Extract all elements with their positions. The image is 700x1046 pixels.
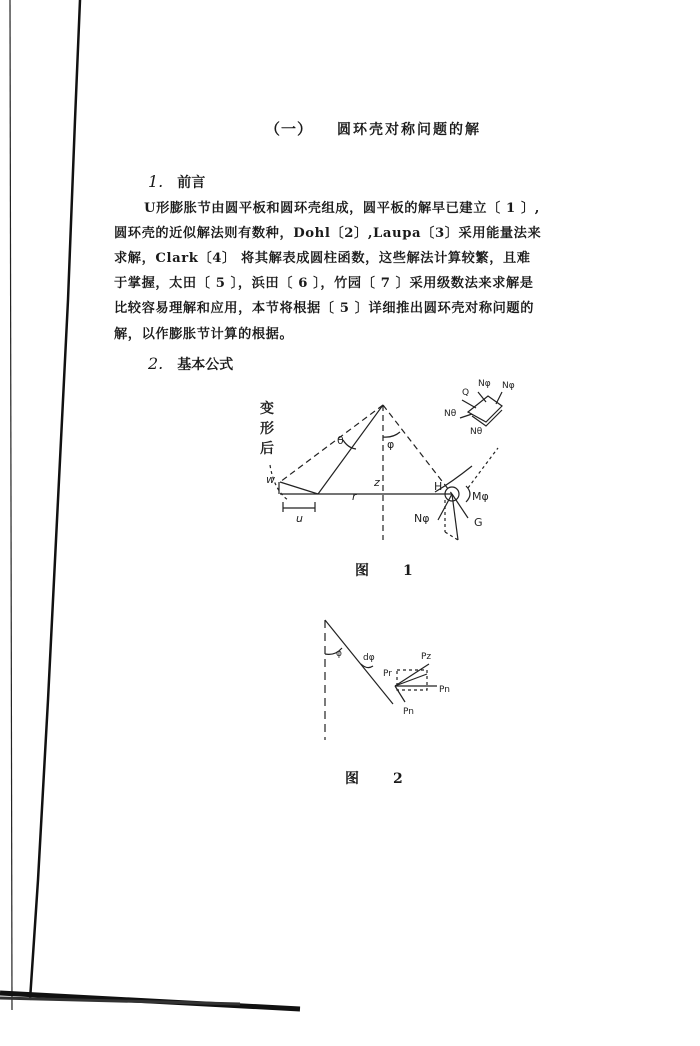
label-phi: φ bbox=[336, 649, 342, 659]
paragraph-line: 圆环壳的近似解法则有数种，Dohl〔2〕,Laupa〔3〕采用能量法来 bbox=[114, 226, 542, 241]
figure-1-caption-number: 1 bbox=[403, 563, 413, 579]
moment-arrow bbox=[466, 486, 470, 502]
label-Pn-right: Pn bbox=[439, 685, 450, 695]
section-title-text: 圆环壳对称问题的解 bbox=[337, 122, 482, 138]
label-deformed-3: 后 bbox=[260, 441, 274, 457]
deformed-meridian bbox=[280, 405, 383, 482]
inset-N2: Nθ bbox=[444, 409, 457, 419]
figure-1-caption bbox=[355, 560, 413, 580]
label-phi: φ bbox=[387, 438, 395, 451]
label-N: Nφ bbox=[414, 512, 430, 525]
figure-1-diagram bbox=[240, 370, 540, 560]
label-G: G bbox=[474, 516, 483, 529]
heading-basic-formulas bbox=[148, 354, 233, 374]
heading-1-number: 1. bbox=[148, 172, 164, 191]
heading-2-number: 2. bbox=[148, 354, 164, 373]
label-H: H bbox=[434, 480, 443, 493]
figure-2-diagram bbox=[315, 612, 475, 752]
phi-arc bbox=[383, 432, 400, 437]
heading-2-label: 基本公式 bbox=[177, 357, 234, 373]
label-deformed-2: 形 bbox=[260, 421, 274, 437]
section-title bbox=[265, 118, 481, 139]
label-M: Mφ bbox=[472, 490, 489, 503]
heading-1-label: 前言 bbox=[177, 175, 206, 191]
label-theta: θ bbox=[337, 434, 344, 447]
inset-Q: Q bbox=[462, 388, 470, 398]
label-dphi: dφ bbox=[363, 653, 375, 663]
section-number: （一） bbox=[265, 120, 314, 138]
figure-2-caption-prefix: 图 bbox=[345, 771, 359, 787]
meridian-line bbox=[325, 620, 393, 704]
label-Pr: Pr bbox=[383, 669, 392, 679]
shell-curve-far bbox=[468, 448, 498, 488]
heading-introduction bbox=[148, 172, 205, 192]
inset-N1: Nφ bbox=[478, 379, 491, 389]
label-u: u bbox=[296, 512, 303, 525]
label-deformed-1: 变 bbox=[260, 401, 274, 417]
label-Pz: Pz bbox=[421, 652, 432, 662]
label-w: w bbox=[266, 473, 275, 486]
figure-2-caption-number: 2 bbox=[393, 771, 403, 787]
label-Pn-down: Pn bbox=[403, 707, 414, 717]
force-Pn-down bbox=[395, 686, 405, 702]
paragraph-line: 于掌握，太田〔 5 〕，浜田〔 6 〕，竹园〔 7 〕采用级数法来求解是 bbox=[114, 276, 534, 291]
inset-N4: Nφ bbox=[502, 381, 515, 391]
label-r: r bbox=[352, 490, 357, 503]
figure-2-caption bbox=[345, 768, 403, 788]
label-z: z bbox=[374, 476, 380, 489]
figure-1-caption-prefix: 图 bbox=[355, 563, 369, 579]
paragraph-line: 解，以作膨胀节计算的根据。 bbox=[114, 327, 294, 342]
paragraph-line: 求解，Clark〔4〕 将其解表成圆柱函数，这些解法计算较繁，且难 bbox=[114, 251, 531, 266]
paragraph-line: 比较容易理解和应用，本节将根据〔 5 〕详细推出圆环壳对称问题的 bbox=[114, 301, 534, 316]
paragraph-line: U形膨胀节由圆平板和圆环壳组成，圆平板的解早已建立〔 1 〕, bbox=[144, 201, 540, 216]
section-chord bbox=[280, 482, 318, 494]
inset-N3: Nθ bbox=[470, 427, 483, 437]
